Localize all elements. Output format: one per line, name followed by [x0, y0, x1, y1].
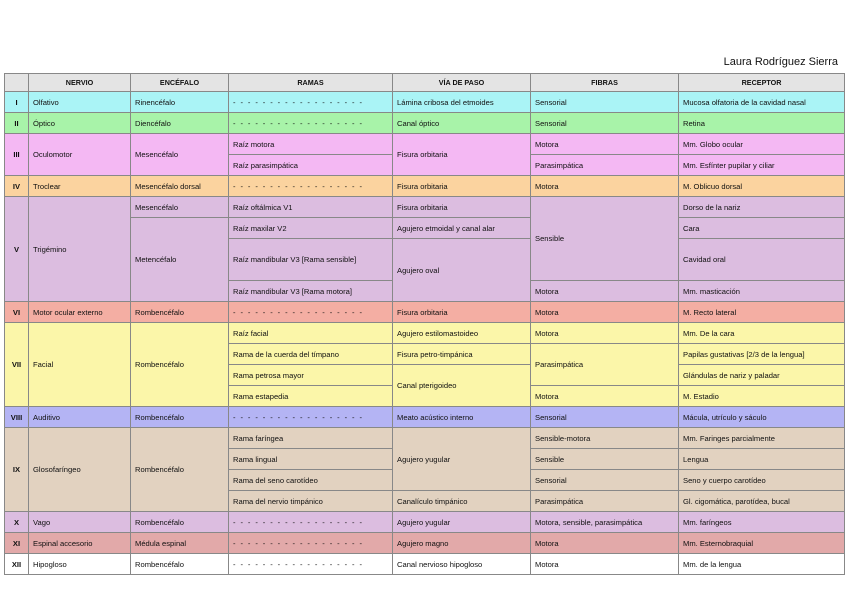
nerve-fibras: Parasimpática	[531, 155, 679, 176]
nerve-via: Fisura petro-timpánica	[393, 344, 531, 365]
nerve-rama-empty: - - - - - - - - - - - - - - - - - -	[229, 302, 393, 323]
nerve-receptor: M. Estadio	[679, 386, 845, 407]
nerve-via: Agujero estilomastoideo	[393, 323, 531, 344]
nerve-rama-empty: - - - - - - - - - - - - - - - - - -	[229, 533, 393, 554]
nerve-number: V	[5, 197, 29, 302]
nerve-fibras: Parasimpática	[531, 344, 679, 386]
nerve-via: Canal pterigoideo	[393, 365, 531, 407]
nerve-encefalo: Rombencéfalo	[131, 323, 229, 407]
nerve-fibras: Sensible	[531, 449, 679, 470]
nerve-via: Canalículo timpánico	[393, 491, 531, 512]
nerve-encefalo: Médula espinal	[131, 533, 229, 554]
nerve-fibras: Sensorial	[531, 92, 679, 113]
header-encefalo: ENCÉFALO	[131, 74, 229, 92]
nerve-receptor: Mm. faríngeos	[679, 512, 845, 533]
nerve-encefalo: Mesencéfalo	[131, 134, 229, 176]
nerve-receptor: Papilas gustativas [2/3 de la lengua]	[679, 344, 845, 365]
nerve-number: VI	[5, 302, 29, 323]
nerve-via: Fisura orbitaria	[393, 302, 531, 323]
nerve-rama-empty: - - - - - - - - - - - - - - - - - -	[229, 92, 393, 113]
nerve-receptor: Mm. masticación	[679, 281, 845, 302]
nerve-fibras: Motora	[531, 386, 679, 407]
nerve-receptor: Seno y cuerpo carotídeo	[679, 470, 845, 491]
nerve-encefalo: Diencéfalo	[131, 113, 229, 134]
nerve-name: Óptico	[29, 113, 131, 134]
nerve-receptor: Mucosa olfatoria de la cavidad nasal	[679, 92, 845, 113]
table-row	[5, 197, 845, 218]
nerve-encefalo: Rombencéfalo	[131, 554, 229, 575]
nerve-rama-empty: - - - - - - - - - - - - - - - - - -	[229, 113, 393, 134]
author-name: Laura Rodríguez Sierra	[723, 56, 838, 68]
table-row	[5, 134, 845, 155]
nerve-fibras: Motora	[531, 176, 679, 197]
header-nervio: NERVIO	[29, 74, 131, 92]
nerve-name: Auditivo	[29, 407, 131, 428]
nerve-encefalo: Rinencéfalo	[131, 92, 229, 113]
nerve-via: Fisura orbitaria	[393, 176, 531, 197]
nerve-via: Agujero yugular	[393, 428, 531, 491]
nerve-name: Motor ocular externo	[29, 302, 131, 323]
table-row	[5, 302, 845, 323]
header-num	[5, 74, 29, 92]
nerve-via: Canal óptico	[393, 113, 531, 134]
nerve-receptor: Gl. cigomática, parotídea, bucal	[679, 491, 845, 512]
header-row	[5, 74, 845, 92]
header-fibras: FIBRAS	[531, 74, 679, 92]
table-row	[5, 512, 845, 533]
nerve-receptor: M. Oblicuo dorsal	[679, 176, 845, 197]
nerve-name: Facial	[29, 323, 131, 407]
nerve-number: IV	[5, 176, 29, 197]
nerve-rama: Raíz oftálmica V1	[229, 197, 393, 218]
nerve-fibras: Motora	[531, 302, 679, 323]
nerve-number: IX	[5, 428, 29, 512]
table-row	[5, 428, 845, 449]
nerve-rama-empty: - - - - - - - - - - - - - - - - - -	[229, 176, 393, 197]
nerve-number: X	[5, 512, 29, 533]
nerve-encefalo: Metencéfalo	[131, 218, 229, 302]
nerve-receptor: Lengua	[679, 449, 845, 470]
header-ramas: RAMAS	[229, 74, 393, 92]
table-row	[5, 176, 845, 197]
nerve-name: Oculomotor	[29, 134, 131, 176]
nerve-rama: Raíz mandibular V3 [Rama sensible]	[229, 239, 393, 281]
nerve-rama: Raíz motora	[229, 134, 393, 155]
nerve-receptor: Dorso de la nariz	[679, 197, 845, 218]
nerve-fibras: Sensible	[531, 197, 679, 281]
nerve-via: Canal nervioso hipogloso	[393, 554, 531, 575]
nerve-number: VIII	[5, 407, 29, 428]
nerve-fibras: Motora	[531, 134, 679, 155]
nerve-fibras: Sensorial	[531, 113, 679, 134]
nerve-name: Hipogloso	[29, 554, 131, 575]
nerve-receptor: Mm. Esfínter pupilar y ciliar	[679, 155, 845, 176]
nerve-fibras: Motora	[531, 533, 679, 554]
cranial-nerves-table	[4, 73, 845, 575]
nerve-rama-empty: - - - - - - - - - - - - - - - - - -	[229, 407, 393, 428]
nerve-fibras: Sensorial	[531, 407, 679, 428]
nerve-name: Olfativo	[29, 92, 131, 113]
nerve-rama: Rama petrosa mayor	[229, 365, 393, 386]
nerve-via: Fisura orbitaria	[393, 134, 531, 176]
nerve-rama: Raíz parasimpática	[229, 155, 393, 176]
nerve-fibras: Motora	[531, 554, 679, 575]
nerve-receptor: Mm. Globo ocular	[679, 134, 845, 155]
nerve-encefalo: Mesencéfalo	[131, 197, 229, 218]
nerve-rama: Rama estapedia	[229, 386, 393, 407]
nerve-receptor: Mm. Faringes parcialmente	[679, 428, 845, 449]
nerve-receptor: Retina	[679, 113, 845, 134]
nerve-receptor: Mm. Esternobraquial	[679, 533, 845, 554]
nerve-receptor: Mm. de la lengua	[679, 554, 845, 575]
nerve-rama: Raíz maxilar V2	[229, 218, 393, 239]
nerve-rama: Rama del nervio timpánico	[229, 491, 393, 512]
nerve-fibras: Sensorial	[531, 470, 679, 491]
nerve-via: Agujero oval	[393, 239, 531, 302]
nerve-number: XI	[5, 533, 29, 554]
nerve-rama: Rama faríngea	[229, 428, 393, 449]
nerve-number: II	[5, 113, 29, 134]
nerve-rama: Rama lingual	[229, 449, 393, 470]
table-row	[5, 554, 845, 575]
nerve-via: Fisura orbitaria	[393, 197, 531, 218]
nerve-receptor: Cara	[679, 218, 845, 239]
nerve-receptor: M. Recto lateral	[679, 302, 845, 323]
nerve-via: Meato acústico interno	[393, 407, 531, 428]
nerve-name: Espinal accesorio	[29, 533, 131, 554]
nerve-number: I	[5, 92, 29, 113]
nerve-receptor: Mm. De la cara	[679, 323, 845, 344]
nerve-via: Lámina cribosa del etmoides	[393, 92, 531, 113]
nerve-rama-empty: - - - - - - - - - - - - - - - - - -	[229, 554, 393, 575]
nerve-number: III	[5, 134, 29, 176]
header-via: VÍA DE PASO	[393, 74, 531, 92]
nerve-rama-empty: - - - - - - - - - - - - - - - - - -	[229, 512, 393, 533]
nerve-name: Glosofaríngeo	[29, 428, 131, 512]
nerve-receptor: Cavidad oral	[679, 239, 845, 281]
table-row	[5, 323, 845, 344]
header-receptor: RECEPTOR	[679, 74, 845, 92]
nerve-number: XII	[5, 554, 29, 575]
nerve-name: Trigémino	[29, 197, 131, 302]
nerve-rama: Raíz mandibular V3 [Rama motora]	[229, 281, 393, 302]
nerve-rama: Rama del seno carotídeo	[229, 470, 393, 491]
nerve-via: Agujero etmoidal y canal alar	[393, 218, 531, 239]
table-row	[5, 218, 845, 239]
table-row	[5, 533, 845, 554]
nerve-via: Agujero magno	[393, 533, 531, 554]
nerve-encefalo: Rombencéfalo	[131, 302, 229, 323]
nerve-fibras: Sensible-motora	[531, 428, 679, 449]
nerve-fibras: Parasimpática	[531, 491, 679, 512]
nerve-rama: Rama de la cuerda del tímpano	[229, 344, 393, 365]
nerve-rama: Raíz facial	[229, 323, 393, 344]
nerve-fibras: Motora	[531, 281, 679, 302]
nerve-fibras: Motora	[531, 323, 679, 344]
nerve-number: VII	[5, 323, 29, 407]
nerve-name: Vago	[29, 512, 131, 533]
nerve-receptor: Mácula, utrículo y sáculo	[679, 407, 845, 428]
nerve-encefalo: Rombencéfalo	[131, 428, 229, 512]
table-row	[5, 113, 845, 134]
table-row	[5, 407, 845, 428]
nerve-encefalo: Rombencéfalo	[131, 512, 229, 533]
nerve-via: Agujero yugular	[393, 512, 531, 533]
nerve-encefalo: Rombencéfalo	[131, 407, 229, 428]
nerve-encefalo: Mesencéfalo dorsal	[131, 176, 229, 197]
nerve-name: Troclear	[29, 176, 131, 197]
table-row	[5, 92, 845, 113]
nerve-fibras: Motora, sensible, parasimpática	[531, 512, 679, 533]
nerve-receptor: Glándulas de nariz y paladar	[679, 365, 845, 386]
